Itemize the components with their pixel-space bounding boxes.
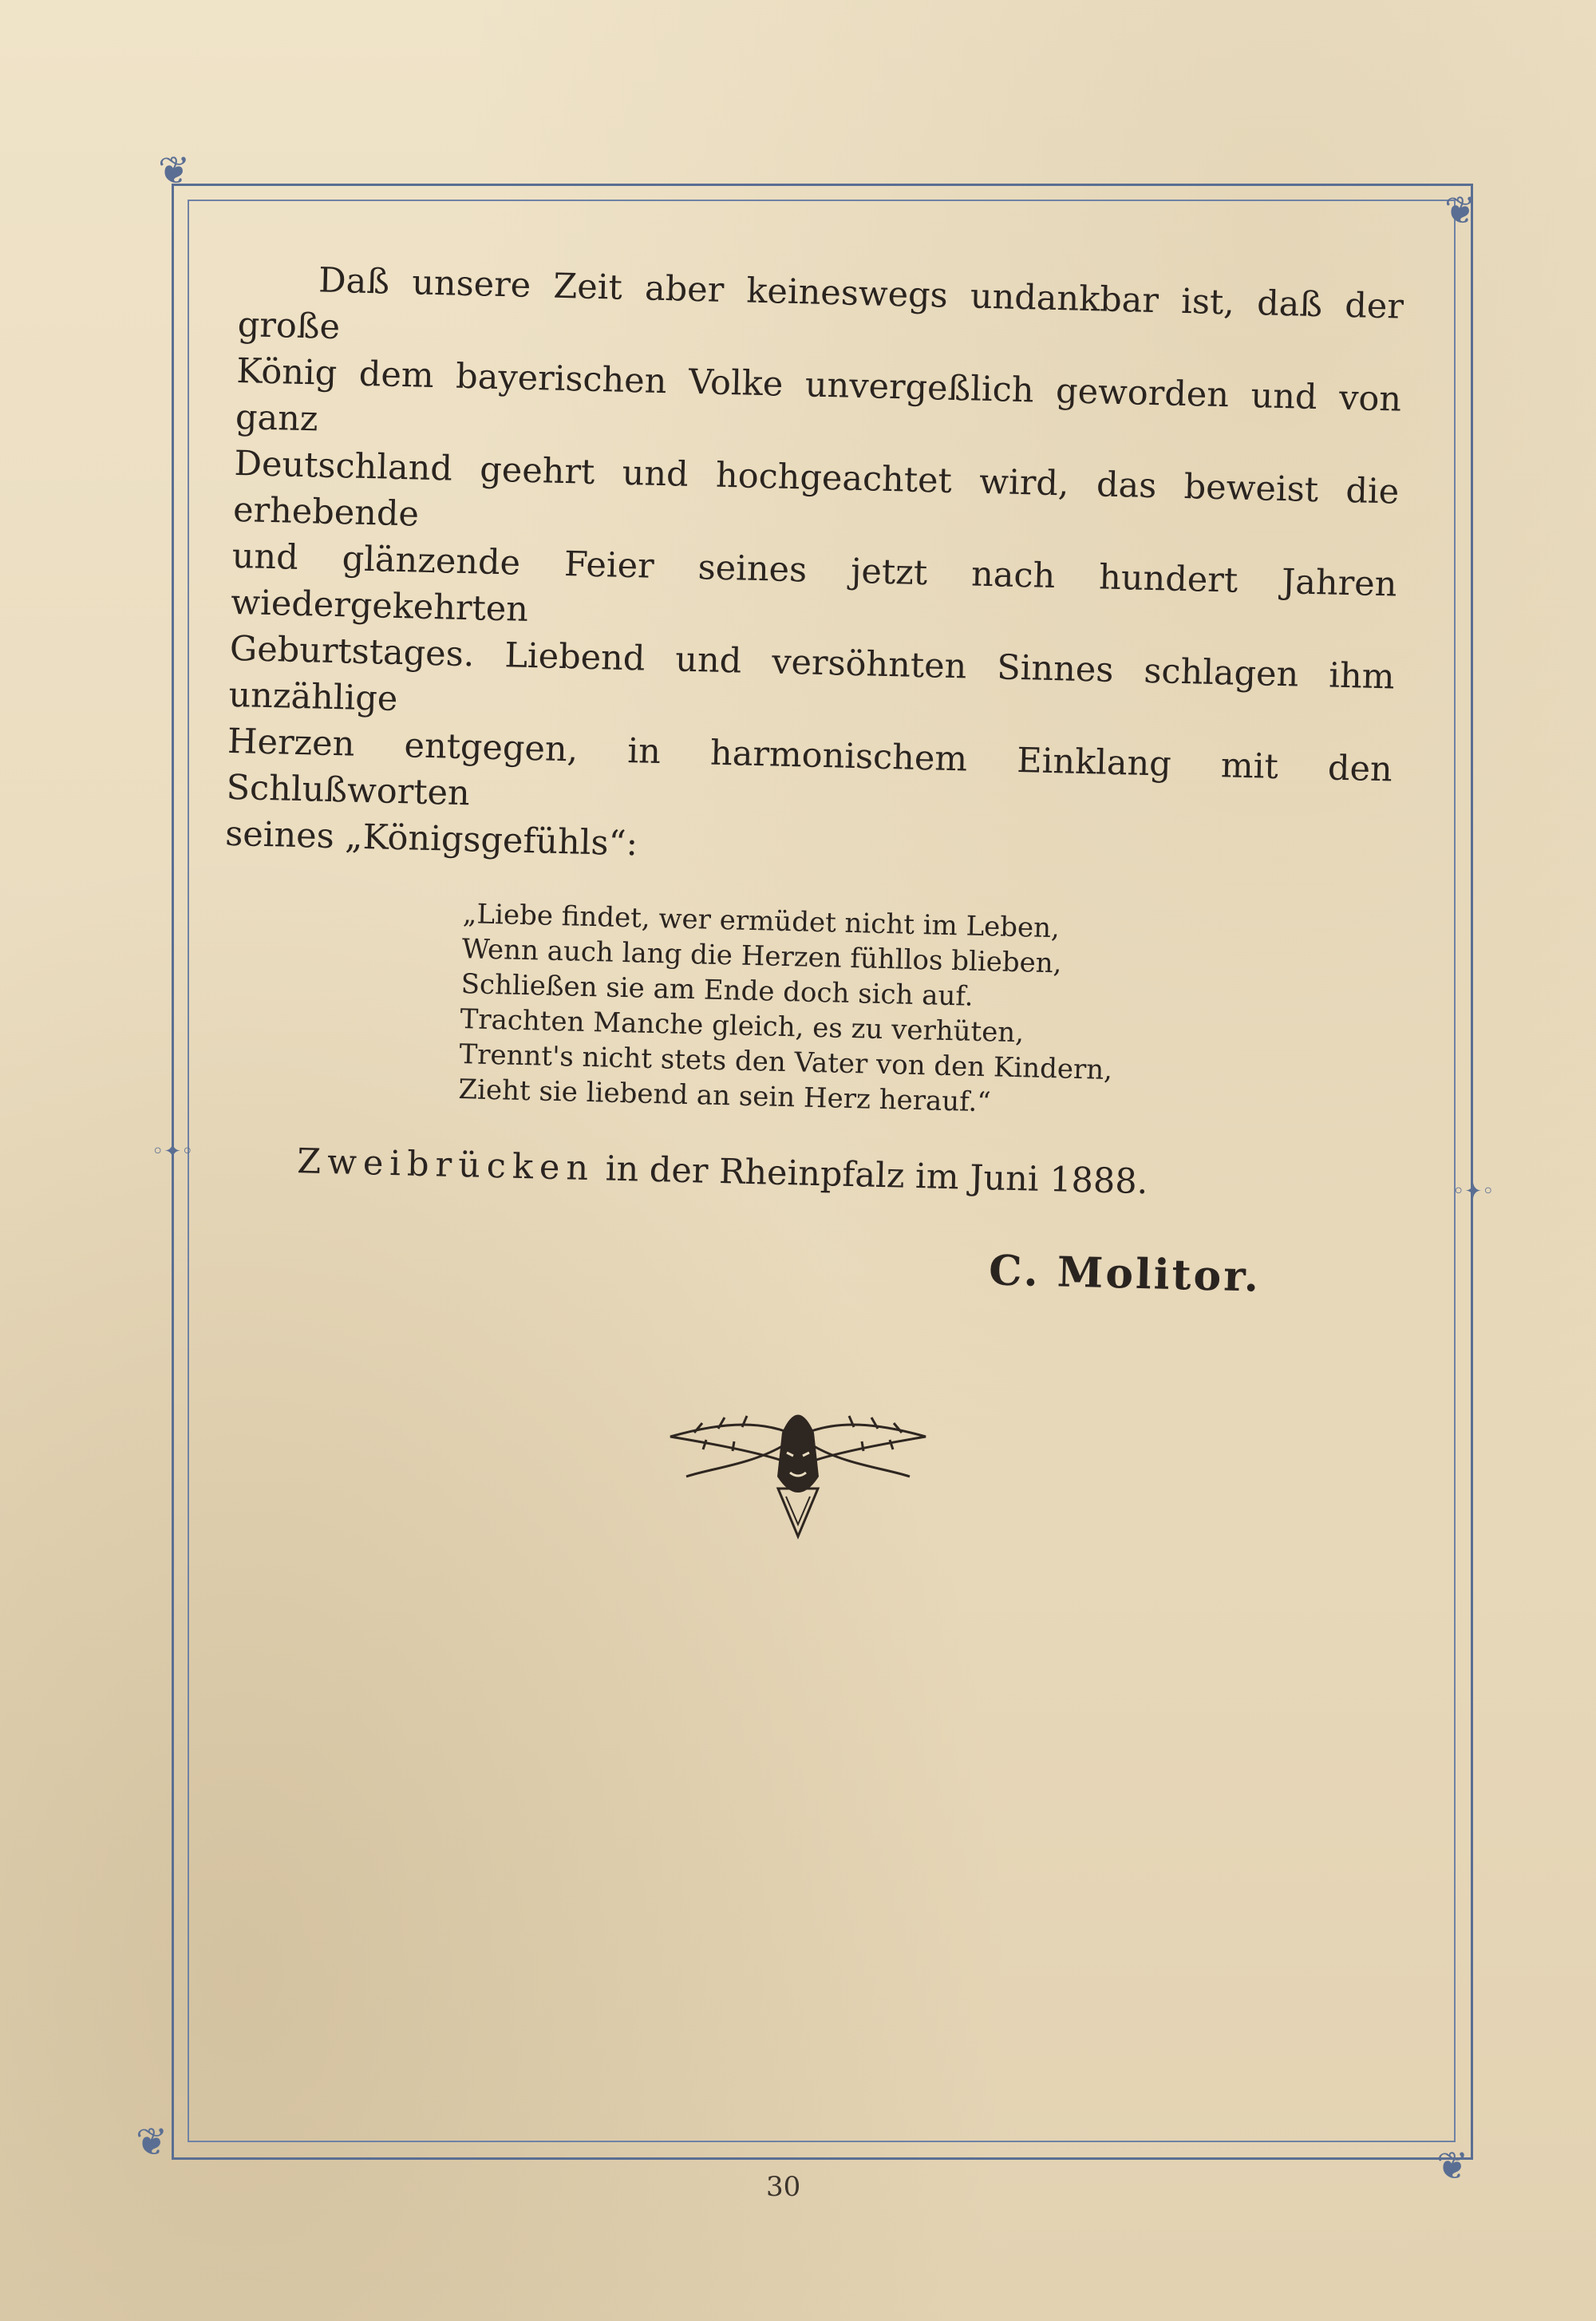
- paragraph-line: und glänzende Feier seines jetzt nach hundert Jahren wiedergekehrten: [230, 536, 1397, 630]
- paragraph-line: Daß unsere Zeit aber keineswegs undankbar ist, daß der große: [237, 260, 1404, 348]
- paragraph-line: König dem bayerischen Volke unvergeßlich geworden und von ganz: [235, 350, 1402, 440]
- paragraph-line: Geburtstages. Liebend und versöhnten Sinnes schlagen ihm unzählige: [227, 628, 1396, 720]
- poem-line: Trachten Manche gleich, es zu verhüten,: [460, 1003, 1025, 1050]
- corner-ornament-bottom-left-icon: ❦: [136, 2120, 168, 2165]
- author-signature: C. Molitor.: [988, 1246, 1262, 1302]
- corner-ornament-top-right-icon: ❦: [1444, 188, 1477, 233]
- poem-quote: [458, 896, 1389, 1129]
- page-number: 30: [766, 2171, 801, 2203]
- paragraph-line: Deutschland geehrt und hochgeachtet wird, das beweist die erhebende: [232, 443, 1400, 535]
- paragraph-line: Herzen entgegen, in harmonischem Einklang mit den Schlußworten: [226, 721, 1393, 814]
- corner-ornament-top-left-icon: ❦: [158, 148, 191, 193]
- place-date-rest: in der Rheinpfalz im Juni 1888.: [594, 1149, 1148, 1203]
- main-paragraph: [225, 255, 1404, 885]
- paragraph-line: seines „Königsgefühls“:: [224, 813, 638, 864]
- poem-line: Trennt's nicht stets den Vater von den Kindern,: [459, 1038, 1113, 1087]
- side-ornament-left-icon: ◦✦◦: [152, 1140, 194, 1164]
- poem-line: Wenn auch lang die Herzen fühllos blieben,: [461, 933, 1062, 980]
- poem-line: „Liebe findet, wer ermüdet nicht im Leben,: [462, 898, 1061, 945]
- side-ornament-right-icon: ◦✦◦: [1452, 1180, 1495, 1204]
- leaf-mask-ornament-icon: [662, 1389, 934, 1548]
- poem-line: Zieht sie liebend an sein Herz herauf.“: [458, 1074, 992, 1119]
- poem-line: Schließen sie am Ende doch sich auf.: [460, 968, 974, 1013]
- place-date-line: [297, 1141, 1383, 1208]
- place-name: Zweibrücken: [296, 1141, 595, 1189]
- corner-ornament-bottom-right-icon: ❦: [1436, 2144, 1469, 2189]
- page-content: [215, 255, 1404, 1304]
